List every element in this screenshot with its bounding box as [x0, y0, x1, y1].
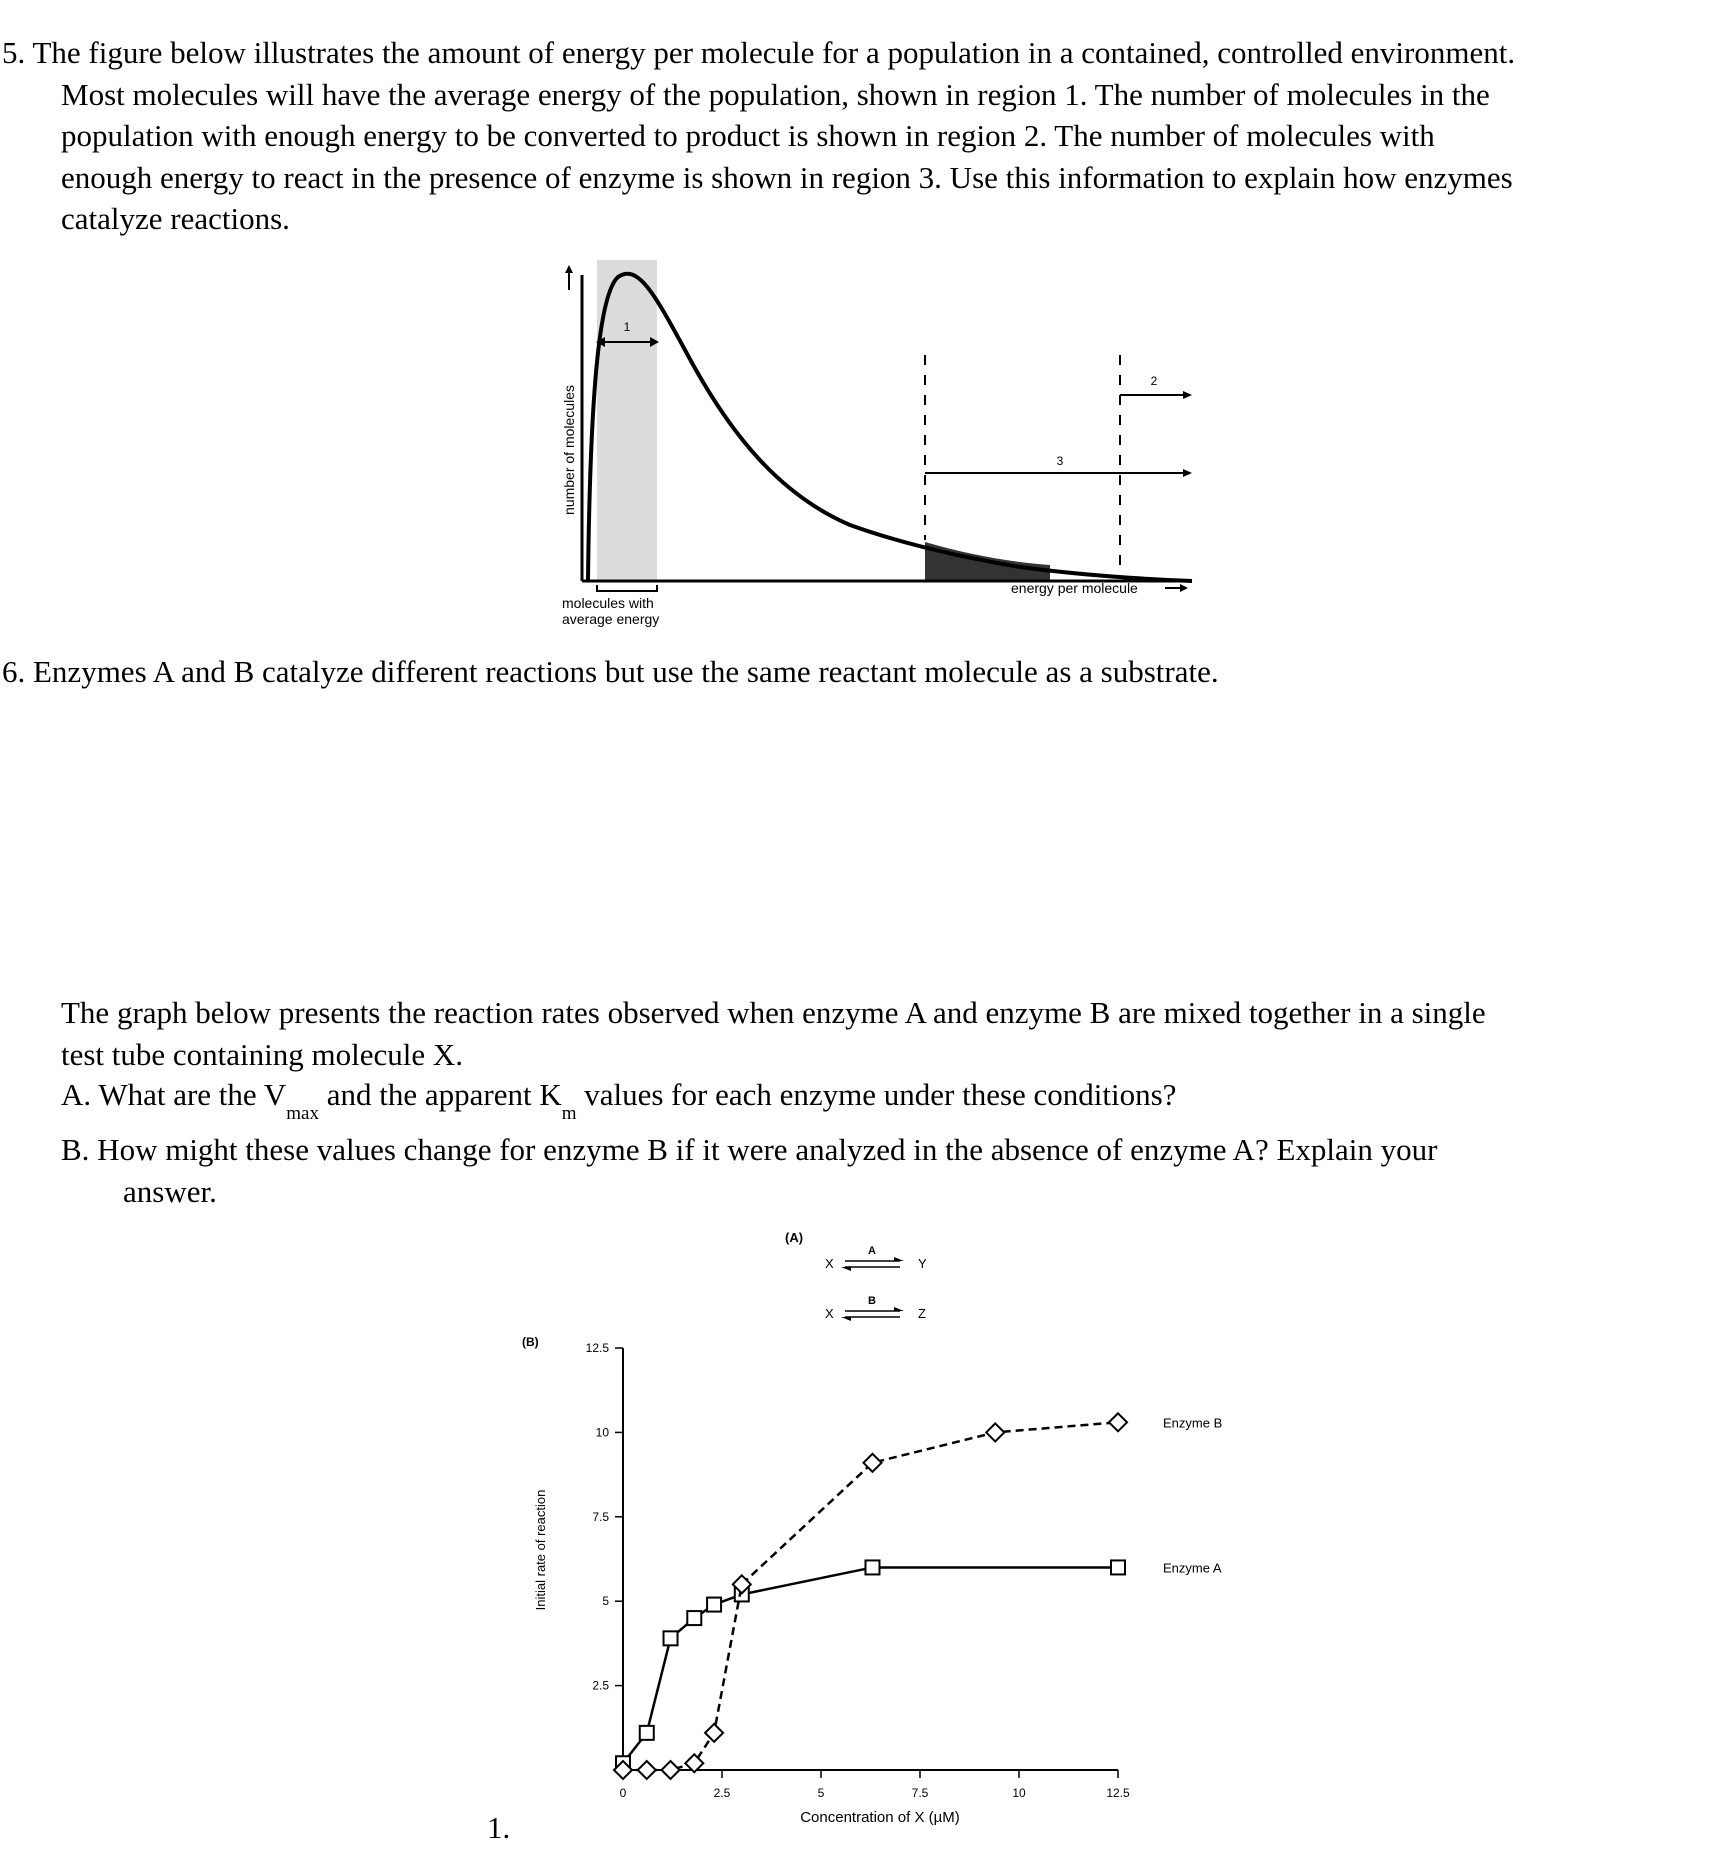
x-tick-label: 0	[619, 1786, 627, 1800]
q6a-text-1: A. What are the V	[61, 1077, 287, 1112]
region-3-label: 3	[1056, 454, 1064, 468]
y-tick-label: 12.5	[585, 1341, 609, 1355]
q5-line-5: catalyze reactions.	[61, 201, 290, 236]
q6-part-b-line-2: answer.	[123, 1174, 217, 1209]
enzyme-b-point	[662, 1761, 680, 1779]
legend-enzyme-a: Enzyme A	[1163, 1560, 1222, 1576]
q6-part-a	[61, 1074, 1177, 1124]
x-tick-label: 7.5	[911, 1786, 929, 1800]
x-tick-label: 5	[817, 1786, 825, 1800]
enzyme-b-point	[1109, 1413, 1127, 1431]
q5-line-1: 5. The figure below illustrates the amount of energy per molecule for a population in a contained, controlled environment.	[2, 35, 1516, 70]
r2-left: X	[825, 1306, 834, 1321]
scheme-panel-label: (A)	[785, 1230, 804, 1245]
x-tick-label: 2.5	[713, 1786, 731, 1800]
enzyme-b-point	[986, 1423, 1004, 1441]
series-line-enzyme-a	[623, 1567, 1118, 1763]
avg-label-2: average energy	[562, 611, 660, 627]
enzyme-a-point	[707, 1598, 721, 1612]
distribution-curve	[588, 274, 1192, 581]
r1-right: Y	[918, 1256, 927, 1271]
enzyme-a-point	[640, 1726, 654, 1740]
q5-line-3: population with enough energy to be converted to product is shown in region 2. The number of molecules with	[61, 118, 1435, 153]
enzyme-b-point	[705, 1724, 723, 1742]
enzyme-a-point	[865, 1560, 879, 1574]
q6a-text-2: and the apparent K	[318, 1077, 562, 1112]
y-tick-label: 7.5	[592, 1509, 609, 1524]
y-tick-label: 10	[595, 1425, 609, 1440]
enzyme-a-point	[687, 1611, 701, 1625]
reaction-scheme	[775, 1225, 975, 1330]
chart-ylabel: Initial rate of reaction	[533, 1489, 548, 1611]
q6-graph-line-1: The graph below presents the reaction rates observed when enzyme A and enzyme B are mixed together in a single	[61, 995, 1486, 1030]
x-tick-label: 12.5	[1106, 1786, 1130, 1800]
r2-right: Z	[918, 1306, 926, 1321]
r1-enzyme: A	[868, 1245, 876, 1257]
region-1-label: 1	[623, 320, 631, 334]
x-tick-label: 10	[1012, 1786, 1026, 1800]
list-number: 1.	[487, 1810, 511, 1845]
chart-panel-label: (B)	[522, 1335, 539, 1349]
r1-left: X	[825, 1256, 834, 1271]
q6-graph-intro	[61, 992, 1701, 1075]
y-tick-label: 5	[602, 1594, 609, 1609]
fig1-ylabel: number of molecules	[561, 385, 577, 515]
vmax-subscript: max	[286, 1103, 319, 1124]
legend-enzyme-b: Enzyme B	[1163, 1415, 1223, 1431]
question-5-text	[2, 32, 1707, 240]
km-subscript: m	[561, 1103, 577, 1124]
q5-line-2: Most molecules will have the average energy of the population, shown in region 1. The number of molecules in the	[61, 76, 1490, 112]
q5-line-4: enough energy to react in the presence of enzyme is shown in region 3. Use this information to explain how enzymes	[61, 159, 1513, 195]
enzyme-a-point	[1111, 1560, 1125, 1574]
energy-distribution-figure	[540, 255, 1220, 635]
series-line-enzyme-b	[623, 1422, 1118, 1770]
avg-label-1: molecules with	[562, 595, 654, 611]
q6-line-1: 6. Enzymes A and B catalyze different reactions but use the same reactant molecule as a substrate.	[2, 654, 1219, 689]
y-tick-label: 2.5	[592, 1678, 609, 1693]
q6-graph-line-2: test tube containing molecule X.	[61, 1036, 464, 1072]
region-2-label: 2	[1150, 374, 1158, 388]
q6a-text-3: values for each enzyme under these conditions?	[576, 1077, 1177, 1112]
kinetics-chart	[500, 1330, 1223, 1840]
chart-xlabel: Concentration of X (µM)	[800, 1809, 960, 1826]
q6-part-b: B. How might these values change for enzyme B if it were analyzed in the absence of enzyme A? Explain your	[61, 1132, 1438, 1167]
r2-enzyme: B	[868, 1295, 876, 1307]
fig1-xlabel: energy per molecule	[1011, 580, 1138, 596]
enzyme-a-point	[664, 1631, 678, 1645]
enzyme-b-point	[638, 1761, 656, 1779]
